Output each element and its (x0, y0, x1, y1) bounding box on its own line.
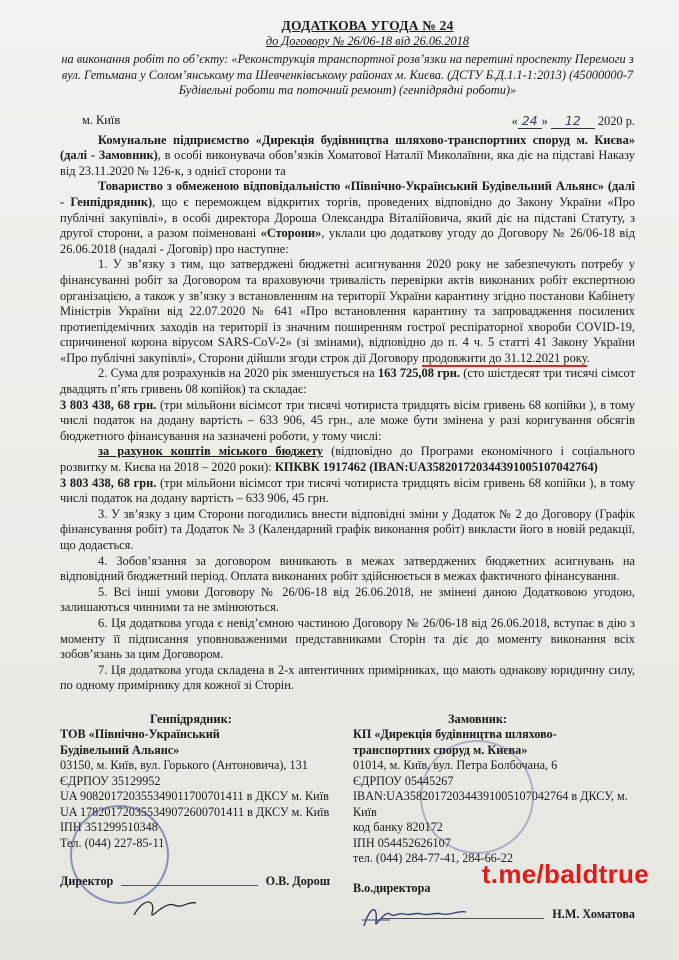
customer-position: В.о.директора (353, 880, 431, 895)
clause-3: 3. У зв’язку з цим Сторони погодились внести відповідні зміни у Додаток № 2 до Договору (Графік фінансування робіт) та Додаток № 3 (Календарний графік виконання робіт) викласти його в новій редакції, що додається. (60, 506, 635, 552)
clause-2-start: 2. Сума для розрахунків на 2020 рік зменшується на (98, 366, 378, 381)
clause-2-source (60, 444, 635, 475)
clause-2-rest: (сто шістдесят три тисячі сімсот двадцять п’ять гривень 08 копійок) та складає: (60, 366, 636, 397)
contractor-ipn: ІПН 351299510348 (60, 820, 158, 835)
clause-5: 5. Всі інші умови Договору № 26/06-18 від 26.06.2018, не змінені даною Додатковою угодою, залишаються чинними та не змінюються. (60, 584, 635, 615)
customer-name: Комунальне підприємство «Дирекція будівництва шляхово-транспортних споруд м. Києва» (далі - Замовник) (60, 132, 635, 163)
customer-handwritten-signature (360, 900, 470, 934)
clause-4: 4. Зобов’язання за договором виникають в межах затверджених бюджетних асигнувань на відповідний бюджетний період. Оплата виконаних робіт здійснюється в межах фактичного фінансування. (60, 553, 635, 584)
date-year: 2020 р. (597, 113, 635, 128)
contractor-sig-name-2: Будівельний Альянс» (60, 742, 180, 757)
customer-paragraph (60, 133, 635, 180)
clause-1 (60, 257, 635, 366)
clause-1-end: . (586, 350, 590, 365)
contractor-edrpou: ЄДРПОУ 35129952 (60, 773, 161, 788)
contractor-phone: Тел. (044) 227-85-11 (60, 835, 165, 850)
agreement-date: « 24 » 12 2020 р. (511, 112, 635, 128)
contractor-account-2: UA 178201720355349072600701411 в ДКСУ м. Київ (60, 804, 330, 819)
clause-6: 6. Ця додаткова угода є невід’ємною частиною Договору № 26/06-18 від 26.06.2018, вступає в дію з моменту її підписання уповноваженими представниками Сторін та діє до моменту виконання всіх зобов’язань за цим Договором. (60, 615, 635, 662)
funding-program: (відповідно до Програми економічного і соціального розвитку м. Києва на 2018 – 2020 роки): (60, 444, 635, 475)
clause-2 (60, 366, 635, 397)
customer-signer: Н.М. Хоматова (552, 906, 635, 921)
document-title: ДОДАТКОВА УГОДА № 24 (281, 18, 454, 33)
kpkvk-code: КПКВК 1917462 (IBAN:UA358201720344391005107042764) (274, 460, 598, 475)
customer-phone: тел. (044) 284-77-41, 284-66-22 (353, 851, 513, 866)
object-description: на виконання робіт по об’єкту: «Реконструкція транспортної розв’язки на перетині проспекту Перемоги з вул. Гетьмана у Солом’янському та Шевченківському районах м. Києва. (ДСТУ Б.Д.1.1-1:2013) (45000000-7 Будівельні роботи та поточний ремонт) (генпідрядні роботи)» (61, 52, 634, 98)
extension-highlight: продовжити до 31.12.2021 року (421, 350, 587, 365)
total-amount: 3 803 438, 68 грн. (60, 397, 157, 412)
date-day: 24 (518, 113, 542, 129)
contractor-stamp (70, 805, 169, 904)
clause-7: 7. Ця додаткова угода складена в 2-х автентичних примірниках, що мають однакову юридичну силу, по одному примірнику для кожної зі Сторін. (60, 662, 635, 693)
sides-term: «Сторони» (260, 226, 322, 241)
customer-sig-name-1: КП «Дирекція будівництва шляхово- (353, 727, 557, 742)
contractor-sig-name-1: ТОВ «Північно-Український (60, 727, 220, 742)
clause-2-total-2 (60, 476, 635, 507)
clause-2-total (60, 398, 635, 445)
city: м. Київ (82, 112, 121, 127)
document-subtitle: до Договору № 26/06-18 від 26.06.2018 (265, 33, 470, 48)
total-amount-2: 3 803 438, 68 грн. (60, 475, 157, 490)
customer-details: , в особі виконувача обов’язків Хоматової Наталії Миколаївни, яка діє на підставі Наказу від 23.11.2020 № 126-к, з однієї сторони та (60, 148, 635, 178)
customer-heading: Замовник: (448, 711, 508, 726)
contractor-position: Директор (60, 873, 114, 888)
contractor-paragraph (60, 179, 635, 257)
contractor-heading: Генпідрядник: (150, 711, 232, 726)
date-month: 12 (551, 113, 595, 129)
customer-sig-name-2: транспортних споруд м. Києва» (353, 742, 528, 757)
sides-details: , уклали цю додаткову угоду до Договору № 26/06-18 від 26.06.2018 (надалі - Договір) про наступне: (60, 226, 636, 256)
contractor-name: Товариство з обмеженою відповідальністю «Північно-Український Будівельний Альянс» (далі - Генпідрядник) (60, 179, 635, 209)
customer-address: 01014, м. Київ, вул. Петра Болбочана, 6 (353, 758, 558, 773)
customer-bank-code: код банку 820172 (353, 820, 443, 835)
customer-stamp (420, 740, 534, 854)
customer-edrpou: ЄДРПОУ 05445267 (353, 773, 454, 788)
total-amount-2-words: (три мільйони вісімсот три тисячі чотириста тридцять вісім гривень 68 копійки ), в тому числі податок на додану вартість – 633 906, 45 грн. (60, 475, 635, 506)
total-amount-words: (три мільйони вісімсот три тисячі чотириста тридцять вісім гривень 68 копійки ), в тому числі податок на додану вартість – 633 906, 45 грн., але може бути змінена у разі коригування обсягів бюджетного фінансування на зазначені роботи, у тому числі: (60, 397, 635, 443)
contractor-address: 03150, м. Київ, вул. Горького (Антоновича), 131 (60, 758, 308, 773)
place-date-row (82, 113, 635, 130)
watermark-text: t.me/baldtrue (481, 859, 649, 889)
contractor-account-1: UA 908201720355349011700701411 в ДКСУ м. Київ (60, 789, 329, 804)
customer-ipn: ІПН 054452626107 (353, 835, 451, 850)
funding-source: за рахунок коштів міського бюджету (98, 444, 324, 459)
contractor-handwritten-signature (130, 893, 200, 923)
contractor-signer: О.В. Дорош (265, 873, 330, 888)
customer-iban: IBAN:UA358201720344391005107042764 в ДКСУ, м. Київ (353, 789, 628, 819)
clause-1-text: 1. У зв’язку з тим, що затверджені бюджетні асигнування 2020 року не забезпечують потребу у фінансуванні робіт за Договором та враховуючи тривалість перевірки актів виконаних робіт експертною організацією, а також у зв’язку з встановленням на території України карантину згідно постанови Кабінету Міністрів України від 22.07.2020 № 641 «Про встановлення карантину та запровадження посилених протиепідемічних заходів на території із значним поширенням гострої респіраторної хвороби COVID-19, спричиненої корона вірусом SARS-CoV-2» (зі змінами), відповідно до п. 4 ч. 5 статті 41 Закону України «Про публічні закупівлі», Сторони дійшли згоди строк дії Договору (60, 257, 635, 365)
contractor-details: , що є переможцем відкритих торгів, проведених відповідно до Закону України «Про публічні закупівлі», в особі директора Дороша Олександра Віталійовича, який діє на підставі Статуту, з другої сторони, а разом поіменовані (60, 194, 635, 241)
reduction-amount: 163 725,08 грн. (377, 366, 460, 381)
